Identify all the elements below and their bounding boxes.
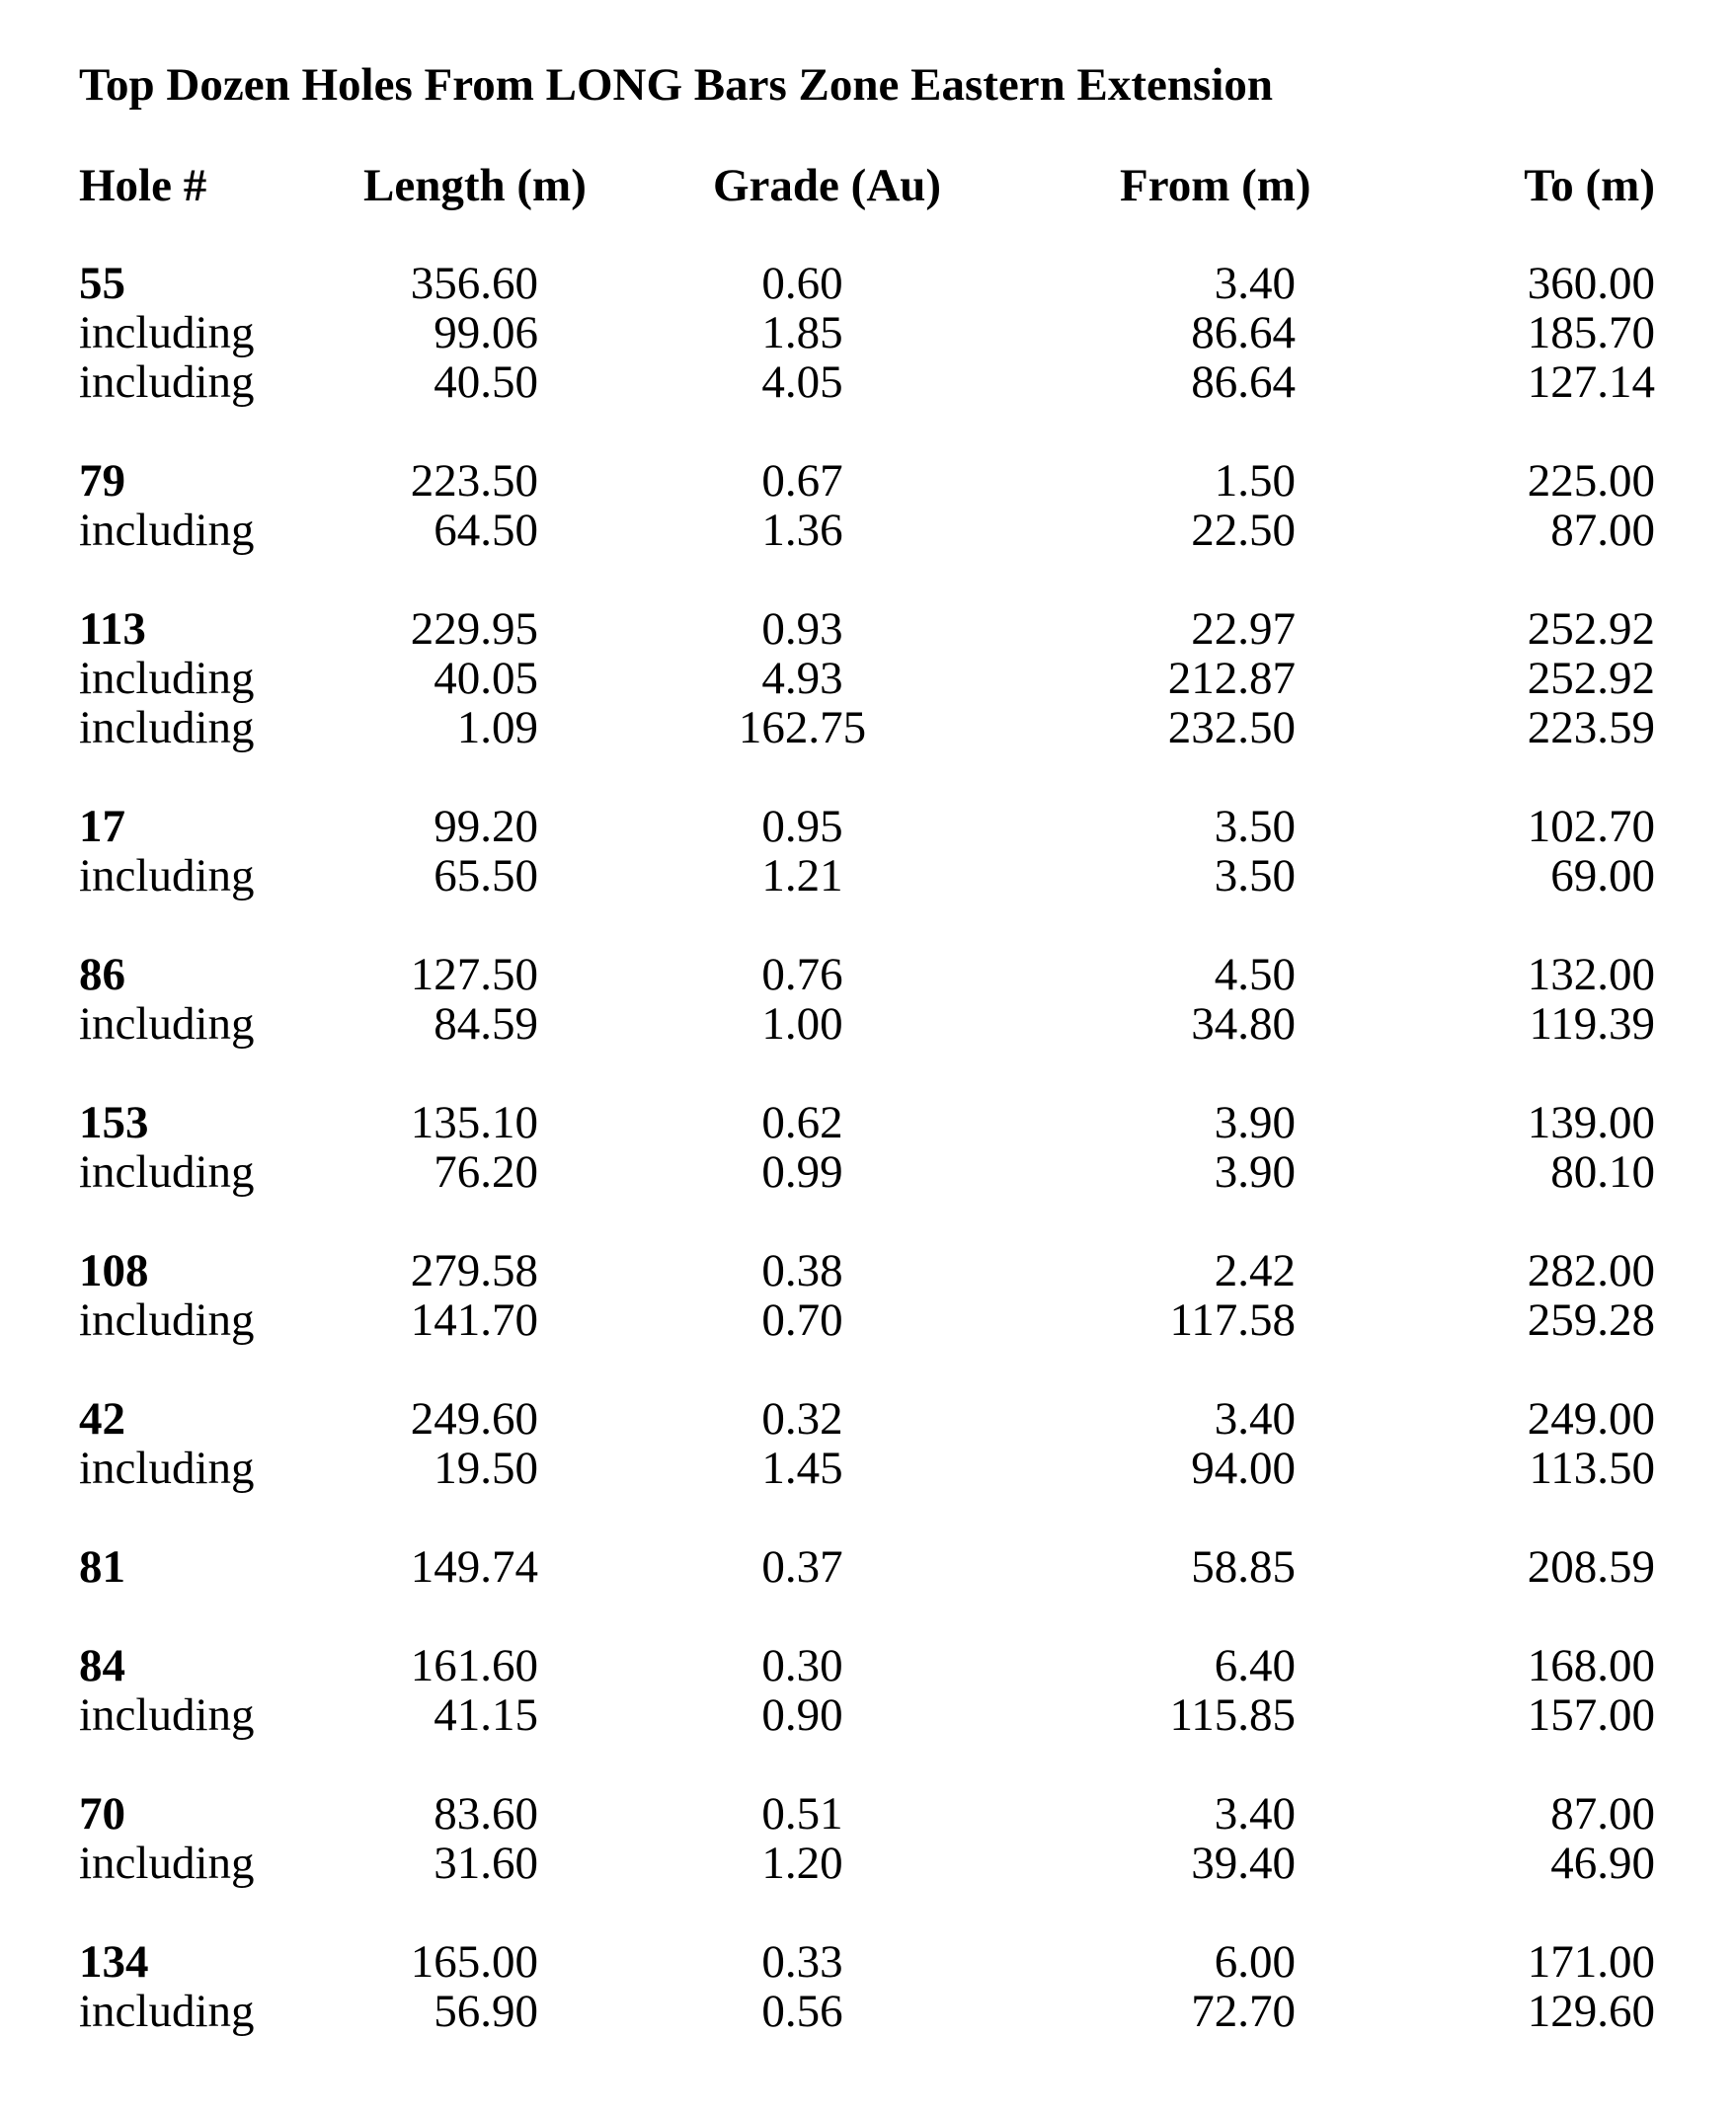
cell-length: 19.50 — [434, 1443, 538, 1494]
cell-to: 360.00 — [1527, 258, 1655, 309]
table-row-including — [0, 1147, 1736, 1197]
cell-to: 157.00 — [1527, 1689, 1655, 1741]
table-row — [0, 1641, 1736, 1690]
cell-to: 139.00 — [1527, 1097, 1655, 1148]
table-row — [0, 604, 1736, 654]
cell-to: 69.00 — [1550, 850, 1655, 901]
hole-group — [0, 1394, 1736, 1493]
cell-hole: 86 — [79, 949, 125, 1000]
cell-to: 80.10 — [1550, 1146, 1655, 1198]
cell-to: 223.59 — [1527, 702, 1655, 753]
table-header — [0, 158, 1736, 213]
cell-hole: including — [79, 1443, 255, 1494]
cell-hole: including — [79, 653, 255, 704]
cell-from: 115.85 — [1169, 1689, 1296, 1741]
cell-hole: 81 — [79, 1541, 125, 1593]
cell-hole: 108 — [79, 1245, 149, 1296]
cell-grade: 0.30 — [761, 1640, 843, 1691]
cell-to: 132.00 — [1527, 949, 1655, 1000]
hole-group — [0, 950, 1736, 1049]
cell-to: 127.14 — [1527, 356, 1655, 408]
cell-hole: including — [79, 505, 255, 556]
hole-group — [0, 259, 1736, 407]
cell-to: 282.00 — [1527, 1245, 1655, 1296]
cell-grade: 0.37 — [761, 1541, 843, 1593]
cell-length: 76.20 — [434, 1146, 538, 1198]
table-row — [0, 802, 1736, 851]
cell-to: 252.92 — [1527, 653, 1655, 704]
table-row-including — [0, 308, 1736, 357]
cell-length: 31.60 — [434, 1838, 538, 1889]
cell-grade: 1.20 — [761, 1838, 843, 1889]
table-row-including — [0, 999, 1736, 1049]
cell-length: 127.50 — [410, 949, 538, 1000]
hole-group — [0, 1789, 1736, 1888]
hole-group — [0, 456, 1736, 555]
table-row — [0, 456, 1736, 506]
table-row-including — [0, 1295, 1736, 1345]
cell-length: 99.06 — [434, 307, 538, 358]
hole-group — [0, 1542, 1736, 1592]
cell-length: 149.74 — [410, 1541, 538, 1593]
cell-length: 99.20 — [434, 801, 538, 852]
cell-from: 34.80 — [1191, 998, 1296, 1050]
header-to: To (m) — [1524, 160, 1655, 211]
page-title: Top Dozen Holes From LONG Bars Zone Eastern Extension — [79, 59, 1274, 111]
cell-hole: including — [79, 998, 255, 1050]
table-row-including — [0, 1839, 1736, 1888]
cell-from: 3.50 — [1214, 850, 1296, 901]
cell-grade: 4.05 — [761, 356, 843, 408]
cell-hole: including — [79, 1986, 255, 2037]
cell-hole: including — [79, 702, 255, 753]
cell-grade: 0.67 — [761, 455, 843, 507]
hole-group — [0, 1246, 1736, 1345]
cell-length: 40.50 — [434, 356, 538, 408]
cell-hole: including — [79, 1689, 255, 1741]
cell-grade: 1.00 — [761, 998, 843, 1050]
table-row — [0, 1098, 1736, 1147]
table-row — [0, 1394, 1736, 1444]
cell-grade: 0.76 — [761, 949, 843, 1000]
cell-to: 102.70 — [1527, 801, 1655, 852]
hole-group — [0, 1641, 1736, 1740]
cell-length: 249.60 — [410, 1393, 538, 1445]
cell-grade: 0.38 — [761, 1245, 843, 1296]
header-length: Length (m) — [363, 160, 587, 211]
cell-hole: 42 — [79, 1393, 125, 1445]
hole-group — [0, 1937, 1736, 2036]
cell-grade: 1.36 — [761, 505, 843, 556]
cell-to: 87.00 — [1550, 1788, 1655, 1840]
cell-grade: 0.99 — [761, 1146, 843, 1198]
cell-grade: 1.85 — [761, 307, 843, 358]
cell-hole: 70 — [79, 1788, 125, 1840]
cell-grade: 0.93 — [761, 603, 843, 655]
cell-from: 6.00 — [1214, 1936, 1296, 1988]
cell-to: 185.70 — [1527, 307, 1655, 358]
cell-hole: including — [79, 307, 255, 358]
drill-results-table — [0, 259, 1736, 2085]
table-row — [0, 1246, 1736, 1295]
cell-length: 40.05 — [434, 653, 538, 704]
cell-grade: 0.70 — [761, 1294, 843, 1346]
table-row-including — [0, 703, 1736, 752]
cell-length: 1.09 — [456, 702, 538, 753]
cell-hole: 153 — [79, 1097, 149, 1148]
table-row — [0, 1937, 1736, 1987]
cell-from: 3.90 — [1214, 1146, 1296, 1198]
header-grade: Grade (Au) — [713, 160, 942, 211]
cell-from: 86.64 — [1191, 356, 1296, 408]
cell-from: 94.00 — [1191, 1443, 1296, 1494]
cell-grade: 0.51 — [761, 1788, 843, 1840]
cell-from: 3.40 — [1214, 1393, 1296, 1445]
cell-length: 356.60 — [410, 258, 538, 309]
cell-length: 223.50 — [410, 455, 538, 507]
table-row — [0, 259, 1736, 308]
cell-from: 4.50 — [1214, 949, 1296, 1000]
cell-grade: 0.95 — [761, 801, 843, 852]
cell-from: 3.40 — [1214, 1788, 1296, 1840]
table-row-including — [0, 654, 1736, 703]
cell-from: 2.42 — [1214, 1245, 1296, 1296]
table-row-including — [0, 851, 1736, 901]
cell-to: 87.00 — [1550, 505, 1655, 556]
header-from: From (m) — [1120, 160, 1311, 211]
cell-hole: including — [79, 1146, 255, 1198]
cell-from: 22.97 — [1191, 603, 1296, 655]
cell-grade: 4.93 — [761, 653, 843, 704]
cell-to: 249.00 — [1527, 1393, 1655, 1445]
cell-grade: 0.90 — [761, 1689, 843, 1741]
cell-from: 6.40 — [1214, 1640, 1296, 1691]
hole-group — [0, 1098, 1736, 1197]
table-row-including — [0, 1987, 1736, 2036]
cell-length: 41.15 — [434, 1689, 538, 1741]
cell-length: 229.95 — [410, 603, 538, 655]
cell-hole: 55 — [79, 258, 125, 309]
cell-grade: 162.75 — [738, 702, 867, 753]
cell-hole: 84 — [79, 1640, 125, 1691]
cell-hole: including — [79, 850, 255, 901]
cell-from: 86.64 — [1191, 307, 1296, 358]
cell-to: 129.60 — [1527, 1986, 1655, 2037]
cell-hole: 79 — [79, 455, 125, 507]
cell-to: 208.59 — [1527, 1541, 1655, 1593]
cell-hole: 17 — [79, 801, 125, 852]
cell-hole: including — [79, 1294, 255, 1346]
cell-from: 232.50 — [1167, 702, 1296, 753]
cell-from: 22.50 — [1191, 505, 1296, 556]
cell-grade: 0.56 — [761, 1986, 843, 2037]
cell-to: 119.39 — [1529, 998, 1655, 1050]
cell-grade: 0.60 — [761, 258, 843, 309]
cell-from: 39.40 — [1191, 1838, 1296, 1889]
table-row-including — [0, 1444, 1736, 1493]
cell-length: 65.50 — [434, 850, 538, 901]
cell-length: 161.60 — [410, 1640, 538, 1691]
cell-hole: 113 — [79, 603, 146, 655]
cell-to: 259.28 — [1527, 1294, 1655, 1346]
cell-from: 72.70 — [1191, 1986, 1296, 2037]
cell-to: 252.92 — [1527, 603, 1655, 655]
cell-length: 279.58 — [410, 1245, 538, 1296]
table-row — [0, 1542, 1736, 1592]
cell-to: 225.00 — [1527, 455, 1655, 507]
table-row — [0, 950, 1736, 999]
cell-from: 3.50 — [1214, 801, 1296, 852]
table-row-including — [0, 1690, 1736, 1740]
cell-to: 46.90 — [1550, 1838, 1655, 1889]
table-row-including — [0, 506, 1736, 555]
cell-hole: including — [79, 356, 255, 408]
cell-grade: 0.62 — [761, 1097, 843, 1148]
cell-hole: 134 — [79, 1936, 149, 1988]
cell-length: 64.50 — [434, 505, 538, 556]
cell-from: 212.87 — [1167, 653, 1296, 704]
cell-to: 168.00 — [1527, 1640, 1655, 1691]
cell-length: 83.60 — [434, 1788, 538, 1840]
cell-grade: 0.33 — [761, 1936, 843, 1988]
header-hole: Hole # — [79, 160, 207, 211]
hole-group — [0, 604, 1736, 752]
cell-from: 3.90 — [1214, 1097, 1296, 1148]
cell-length: 165.00 — [410, 1936, 538, 1988]
table-row-including — [0, 357, 1736, 407]
cell-grade: 0.32 — [761, 1393, 843, 1445]
cell-from: 1.50 — [1214, 455, 1296, 507]
cell-grade: 1.21 — [761, 850, 843, 901]
cell-to: 113.50 — [1529, 1443, 1655, 1494]
cell-from: 3.40 — [1214, 258, 1296, 309]
cell-from: 117.58 — [1169, 1294, 1296, 1346]
table-row — [0, 1789, 1736, 1839]
cell-from: 58.85 — [1191, 1541, 1296, 1593]
cell-to: 171.00 — [1527, 1936, 1655, 1988]
cell-length: 56.90 — [434, 1986, 538, 2037]
hole-group — [0, 802, 1736, 901]
cell-grade: 1.45 — [761, 1443, 843, 1494]
cell-length: 84.59 — [434, 998, 538, 1050]
cell-length: 135.10 — [410, 1097, 538, 1148]
cell-length: 141.70 — [410, 1294, 538, 1346]
cell-hole: including — [79, 1838, 255, 1889]
